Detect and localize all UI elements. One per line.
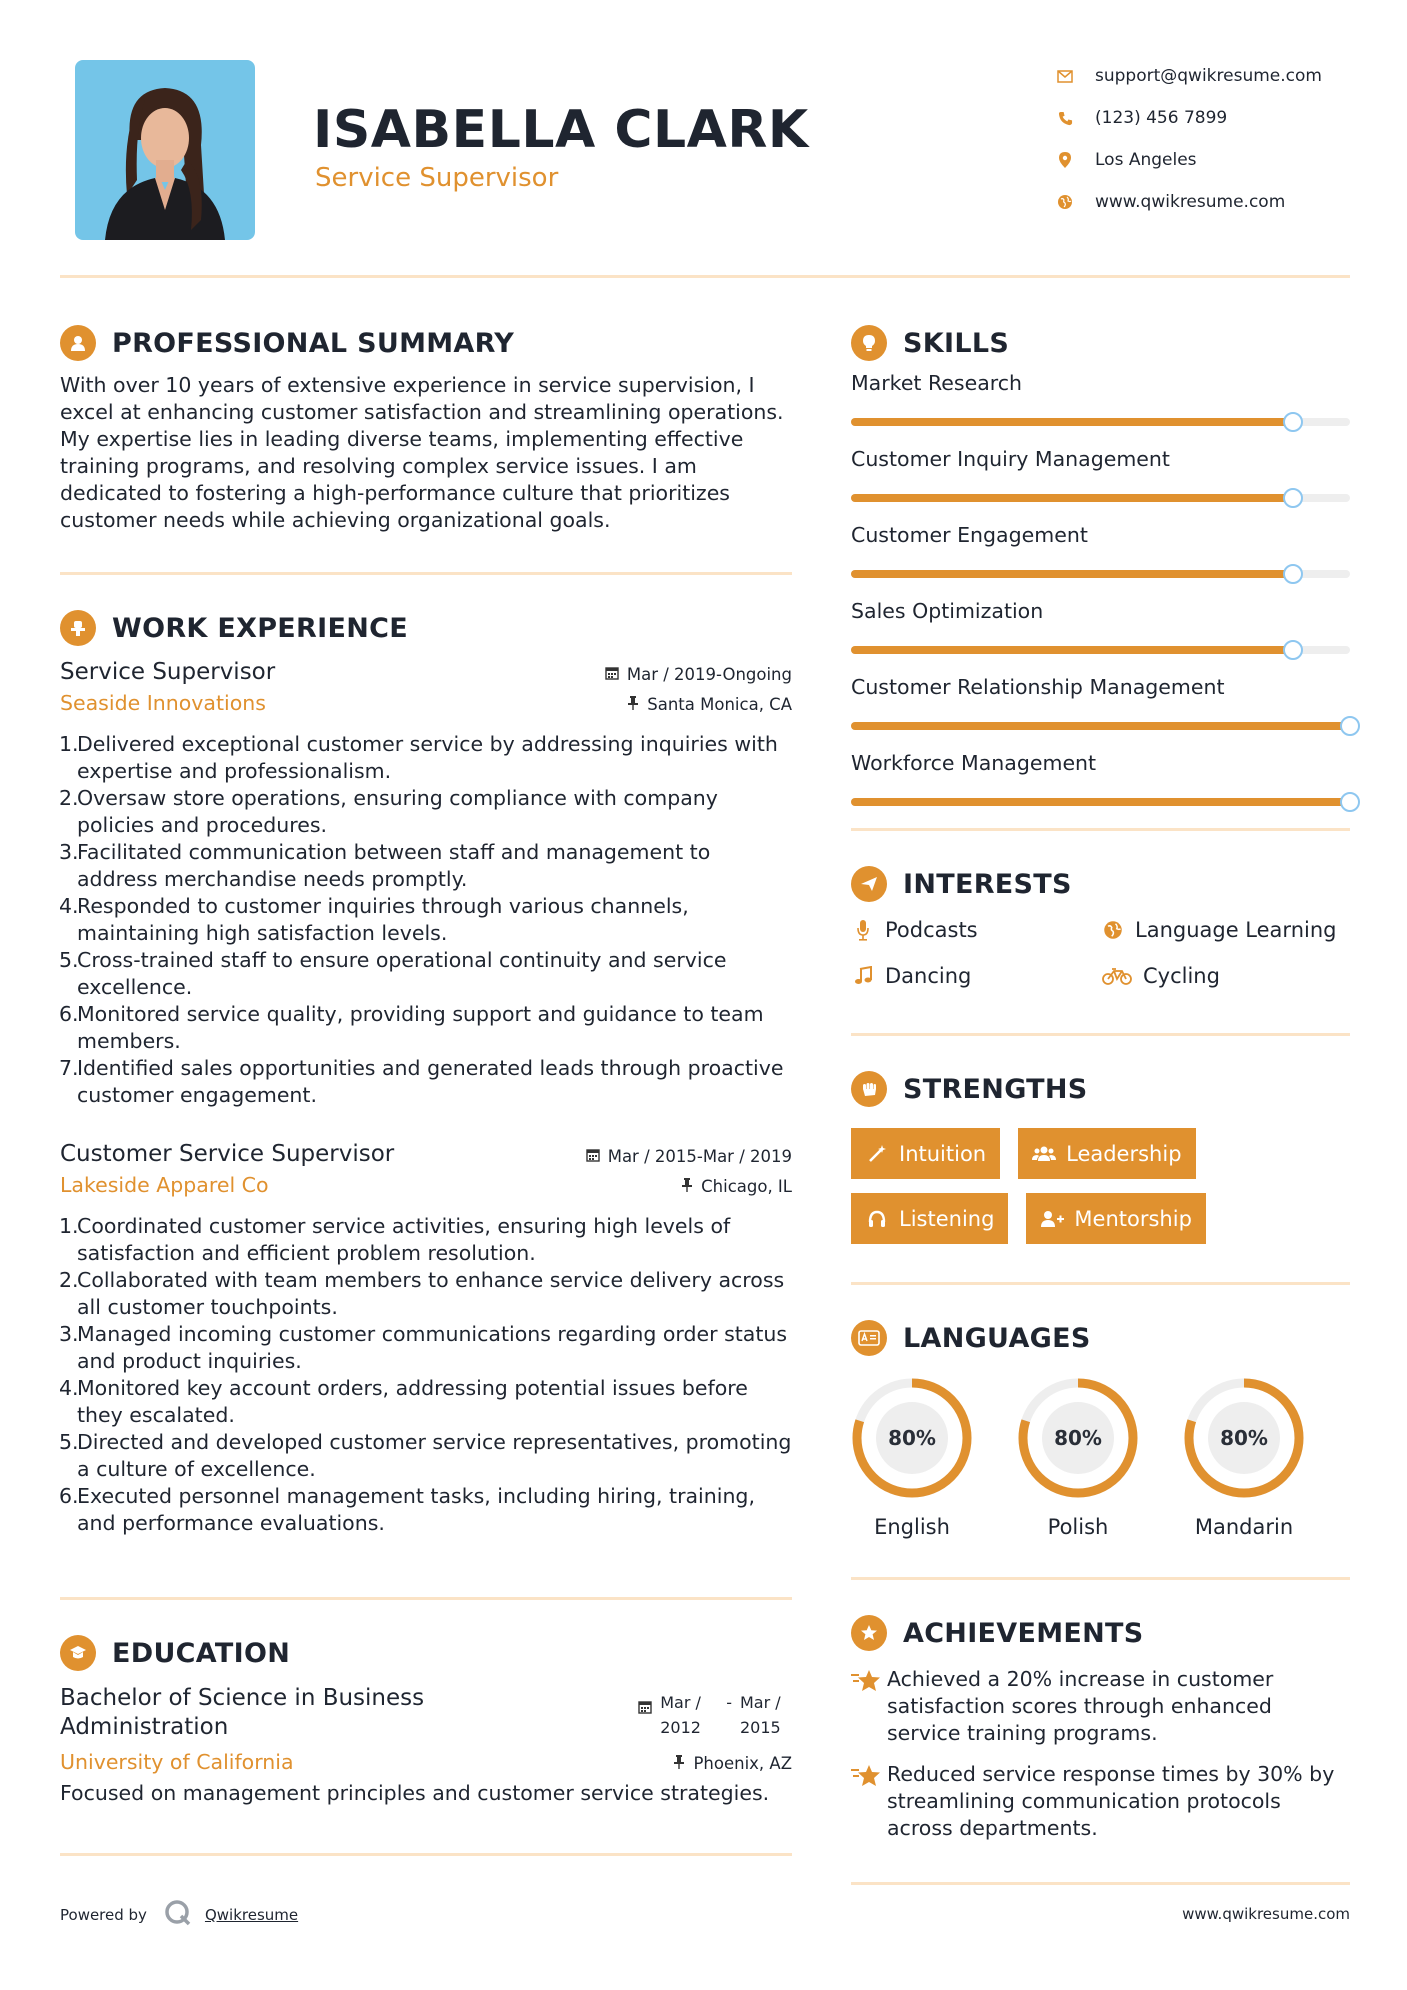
interest-item: Cycling bbox=[1101, 959, 1351, 993]
job-2-location: Chicago, IL bbox=[681, 1177, 792, 1196]
phone-icon bbox=[1055, 108, 1075, 128]
user-icon bbox=[60, 325, 96, 361]
education-description: Focused on management principles and customer service strategies. bbox=[60, 1781, 770, 1805]
interests-list bbox=[851, 913, 1350, 993]
pushpin-icon bbox=[673, 1754, 685, 1773]
job-2-date: Mar / 2015-Mar / 2019 bbox=[586, 1147, 792, 1166]
language-ring bbox=[851, 1377, 973, 1499]
skill-fill bbox=[851, 798, 1350, 806]
headphones-icon bbox=[865, 1207, 889, 1231]
job-1-location: Santa Monica, CA bbox=[627, 695, 792, 714]
language-ring bbox=[1183, 1377, 1305, 1499]
skills-list bbox=[851, 368, 1350, 824]
contact-phone[interactable] bbox=[1055, 97, 1385, 139]
skill-name: Customer Relationship Management bbox=[851, 675, 1225, 699]
right-column bbox=[851, 318, 1350, 1885]
contact-list bbox=[1055, 55, 1385, 223]
footer-url[interactable]: www.qwikresume.com bbox=[1182, 1905, 1350, 1923]
skill-name: Market Research bbox=[851, 371, 1023, 395]
profile-photo bbox=[75, 60, 255, 240]
skill-item bbox=[851, 672, 1350, 748]
education-date-end: Mar / 2015 bbox=[740, 1693, 781, 1737]
skill-name: Customer Inquiry Management bbox=[851, 447, 1170, 471]
strengths-divider bbox=[851, 1282, 1350, 1285]
language-name: Polish bbox=[1047, 1515, 1109, 1539]
globe-icon bbox=[1055, 192, 1075, 212]
magic-wand-icon bbox=[865, 1142, 889, 1166]
skills-heading bbox=[851, 318, 1350, 368]
skills-title: SKILLS bbox=[903, 327, 1010, 359]
users-icon bbox=[1032, 1142, 1056, 1166]
skill-item bbox=[851, 596, 1350, 672]
interest-item: Language Learning bbox=[1101, 913, 1351, 947]
qwikresume-logo-icon bbox=[163, 1898, 193, 1932]
list-item: 1. Coordinated customer service activities, ensuring high levels of satisfaction and efficient problem resolution. bbox=[59, 1214, 731, 1265]
achievement-item: Achieved a 20% increase in customer satisfaction scores through enhanced service training programs. bbox=[851, 1666, 1350, 1747]
left-column bbox=[60, 318, 792, 1856]
skill-knob bbox=[1340, 716, 1360, 736]
location-pin-icon bbox=[1055, 150, 1075, 170]
education-degree: Bachelor of Science in Business Administration bbox=[60, 1685, 425, 1740]
skill-track bbox=[851, 646, 1350, 654]
job-1-title: Service Supervisor bbox=[60, 659, 276, 685]
pushpin-icon bbox=[681, 1177, 693, 1196]
globe-icon bbox=[1101, 918, 1125, 942]
strength-tag: Listening bbox=[851, 1193, 1008, 1244]
skill-fill bbox=[851, 722, 1350, 730]
list-item: 6. Monitored service quality, providing support and guidance to team members. bbox=[59, 1002, 764, 1053]
job-2-company: Lakeside Apparel Co bbox=[60, 1173, 269, 1197]
summary-title: PROFESSIONAL SUMMARY bbox=[112, 327, 515, 359]
job-2-title: Customer Service Supervisor bbox=[60, 1141, 395, 1167]
graduation-icon bbox=[60, 1635, 96, 1671]
skill-fill bbox=[851, 418, 1293, 426]
skill-track bbox=[851, 570, 1350, 578]
language-percent: 80% bbox=[888, 1426, 936, 1450]
bicycle-icon bbox=[1101, 964, 1133, 988]
microphone-icon bbox=[851, 918, 875, 942]
languages-title: LANGUAGES bbox=[903, 1322, 1091, 1354]
skill-item bbox=[851, 748, 1350, 824]
interests-divider bbox=[851, 1033, 1350, 1036]
list-item: 2. Oversaw store operations, ensuring compliance with company policies and procedures. bbox=[59, 786, 718, 837]
list-item: 7. Identified sales opportunities and generated leads through proactive customer engagement. bbox=[59, 1056, 784, 1107]
calendar-icon bbox=[638, 1696, 652, 1721]
skill-fill bbox=[851, 494, 1293, 502]
experience-divider bbox=[60, 1597, 792, 1600]
skill-track bbox=[851, 722, 1350, 730]
strength-tag: Intuition bbox=[851, 1128, 1000, 1179]
education-date-start: Mar / 2012 bbox=[660, 1693, 701, 1737]
job-1-duties bbox=[60, 731, 792, 1109]
summary-text: With over 10 years of extensive experience in service supervision, I excel at enhancing customer satisfaction and streamlining operations. My expertise lies in leading diverse teams, implementing effective training programs, and resolving complex service issues. I am dedicated to fostering a high-performance culture that prioritizes customer needs while achieving organizational goals. bbox=[60, 373, 784, 532]
job-2-duties bbox=[60, 1213, 792, 1537]
interests-title: INTERESTS bbox=[903, 868, 1072, 900]
language-item bbox=[1017, 1377, 1139, 1539]
contact-website[interactable] bbox=[1055, 181, 1385, 223]
skill-track bbox=[851, 798, 1350, 806]
calendar-icon bbox=[605, 665, 619, 684]
languages-list bbox=[851, 1377, 1350, 1539]
pushpin-icon bbox=[627, 695, 639, 714]
job-1 bbox=[60, 659, 792, 1109]
experience-title: WORK EXPERIENCE bbox=[112, 612, 408, 644]
contact-email[interactable] bbox=[1055, 55, 1385, 97]
education-title: EDUCATION bbox=[112, 1637, 291, 1669]
skill-item bbox=[851, 444, 1350, 520]
language-item bbox=[851, 1377, 973, 1539]
briefcase-icon bbox=[60, 610, 96, 646]
skill-knob bbox=[1340, 792, 1360, 812]
list-item: 4. Responded to customer inquiries through various channels, maintaining high satisfaction levels. bbox=[59, 894, 689, 945]
language-card-icon bbox=[851, 1320, 887, 1356]
fist-icon bbox=[851, 1071, 887, 1107]
header-divider bbox=[60, 275, 1350, 278]
education-heading bbox=[60, 1628, 792, 1678]
contact-location-text: Los Angeles bbox=[1095, 150, 1197, 170]
achievements-heading bbox=[851, 1608, 1350, 1658]
star-badge-icon bbox=[851, 1615, 887, 1651]
list-item: 3. Managed incoming customer communications regarding order status and product inquiries. bbox=[59, 1322, 788, 1373]
contact-location bbox=[1055, 139, 1385, 181]
language-percent: 80% bbox=[1054, 1426, 1102, 1450]
summary-heading bbox=[60, 318, 792, 368]
contact-email-text: support@qwikresume.com bbox=[1095, 66, 1322, 86]
list-item: 1. Delivered exceptional customer service by addressing inquiries with expertise and professionalism. bbox=[59, 732, 778, 783]
job-2 bbox=[60, 1141, 792, 1537]
contact-phone-text: (123) 456 7899 bbox=[1095, 108, 1228, 128]
candidate-name: ISABELLA CLARK bbox=[313, 100, 809, 160]
skill-item bbox=[851, 368, 1350, 444]
skill-track bbox=[851, 418, 1350, 426]
skill-knob bbox=[1283, 564, 1303, 584]
language-percent: 80% bbox=[1220, 1426, 1268, 1450]
contact-website-text: www.qwikresume.com bbox=[1095, 192, 1286, 212]
footer-powered-by: Powered by Qwikresume bbox=[60, 1898, 298, 1932]
languages-heading bbox=[851, 1313, 1350, 1363]
strength-tag: Mentorship bbox=[1026, 1193, 1205, 1244]
languages-divider bbox=[851, 1577, 1350, 1580]
list-item: 5. Cross-trained staff to ensure operational continuity and service excellence. bbox=[59, 948, 727, 999]
footer-brand-link[interactable]: Qwikresume bbox=[204, 1906, 299, 1924]
skill-name: Workforce Management bbox=[851, 751, 1097, 775]
skill-knob bbox=[1283, 640, 1303, 660]
skills-divider bbox=[851, 828, 1350, 831]
skill-knob bbox=[1283, 412, 1303, 432]
strengths-heading bbox=[851, 1064, 1350, 1114]
strengths-list bbox=[851, 1128, 1271, 1244]
experience-heading bbox=[60, 603, 792, 653]
language-ring bbox=[1017, 1377, 1139, 1499]
language-name: Mandarin bbox=[1194, 1515, 1294, 1539]
interest-item: Podcasts bbox=[851, 913, 1101, 947]
achievements-divider bbox=[851, 1882, 1350, 1885]
interests-heading bbox=[851, 859, 1350, 909]
language-name: English bbox=[874, 1515, 950, 1539]
lightbulb-icon bbox=[851, 325, 887, 361]
language-item bbox=[1183, 1377, 1305, 1539]
user-plus-icon bbox=[1040, 1207, 1064, 1231]
star-icon bbox=[851, 1668, 887, 1747]
education-school: University of California bbox=[60, 1750, 294, 1774]
envelope-icon bbox=[1055, 66, 1075, 86]
job-1-company: Seaside Innovations bbox=[60, 691, 266, 715]
strength-tag: Leadership bbox=[1018, 1128, 1195, 1179]
calendar-icon bbox=[586, 1147, 600, 1166]
skill-knob bbox=[1283, 488, 1303, 508]
skill-name: Customer Engagement bbox=[851, 523, 1088, 547]
list-item: 4. Monitored key account orders, addressing potential issues before they escalated. bbox=[59, 1376, 748, 1427]
list-item: 5. Directed and developed customer service representatives, promoting a culture of excellence. bbox=[59, 1430, 792, 1481]
skill-track bbox=[851, 494, 1350, 502]
achievement-item: Reduced service response times by 30% by streamlining communication protocols across departments. bbox=[851, 1761, 1350, 1842]
star-icon bbox=[851, 1763, 887, 1842]
paper-plane-icon bbox=[851, 866, 887, 902]
music-note-icon bbox=[851, 964, 875, 988]
skill-fill bbox=[851, 646, 1293, 654]
list-item: 3. Facilitated communication between staff and management to address merchandise needs promptly. bbox=[59, 840, 711, 891]
interest-item: Dancing bbox=[851, 959, 1101, 993]
skill-item bbox=[851, 520, 1350, 596]
education-location: Phoenix, AZ bbox=[673, 1754, 792, 1773]
list-item: 2. Collaborated with team members to enhance service delivery across all customer touchpoints. bbox=[59, 1268, 785, 1319]
skill-name: Sales Optimization bbox=[851, 599, 1044, 623]
education-date: Mar / 2012 - Mar / 2015 bbox=[638, 1690, 792, 1740]
skill-fill bbox=[851, 570, 1293, 578]
job-1-date: Mar / 2019-Ongoing bbox=[605, 665, 792, 684]
achievements-title: ACHIEVEMENTS bbox=[903, 1617, 1144, 1649]
strengths-title: STRENGTHS bbox=[903, 1073, 1088, 1105]
list-item: 6. Executed personnel management tasks, including hiring, training, and performance evaluations. bbox=[59, 1484, 755, 1535]
candidate-role: Service Supervisor bbox=[315, 163, 559, 193]
education-divider bbox=[60, 1853, 792, 1856]
summary-divider bbox=[60, 572, 792, 575]
